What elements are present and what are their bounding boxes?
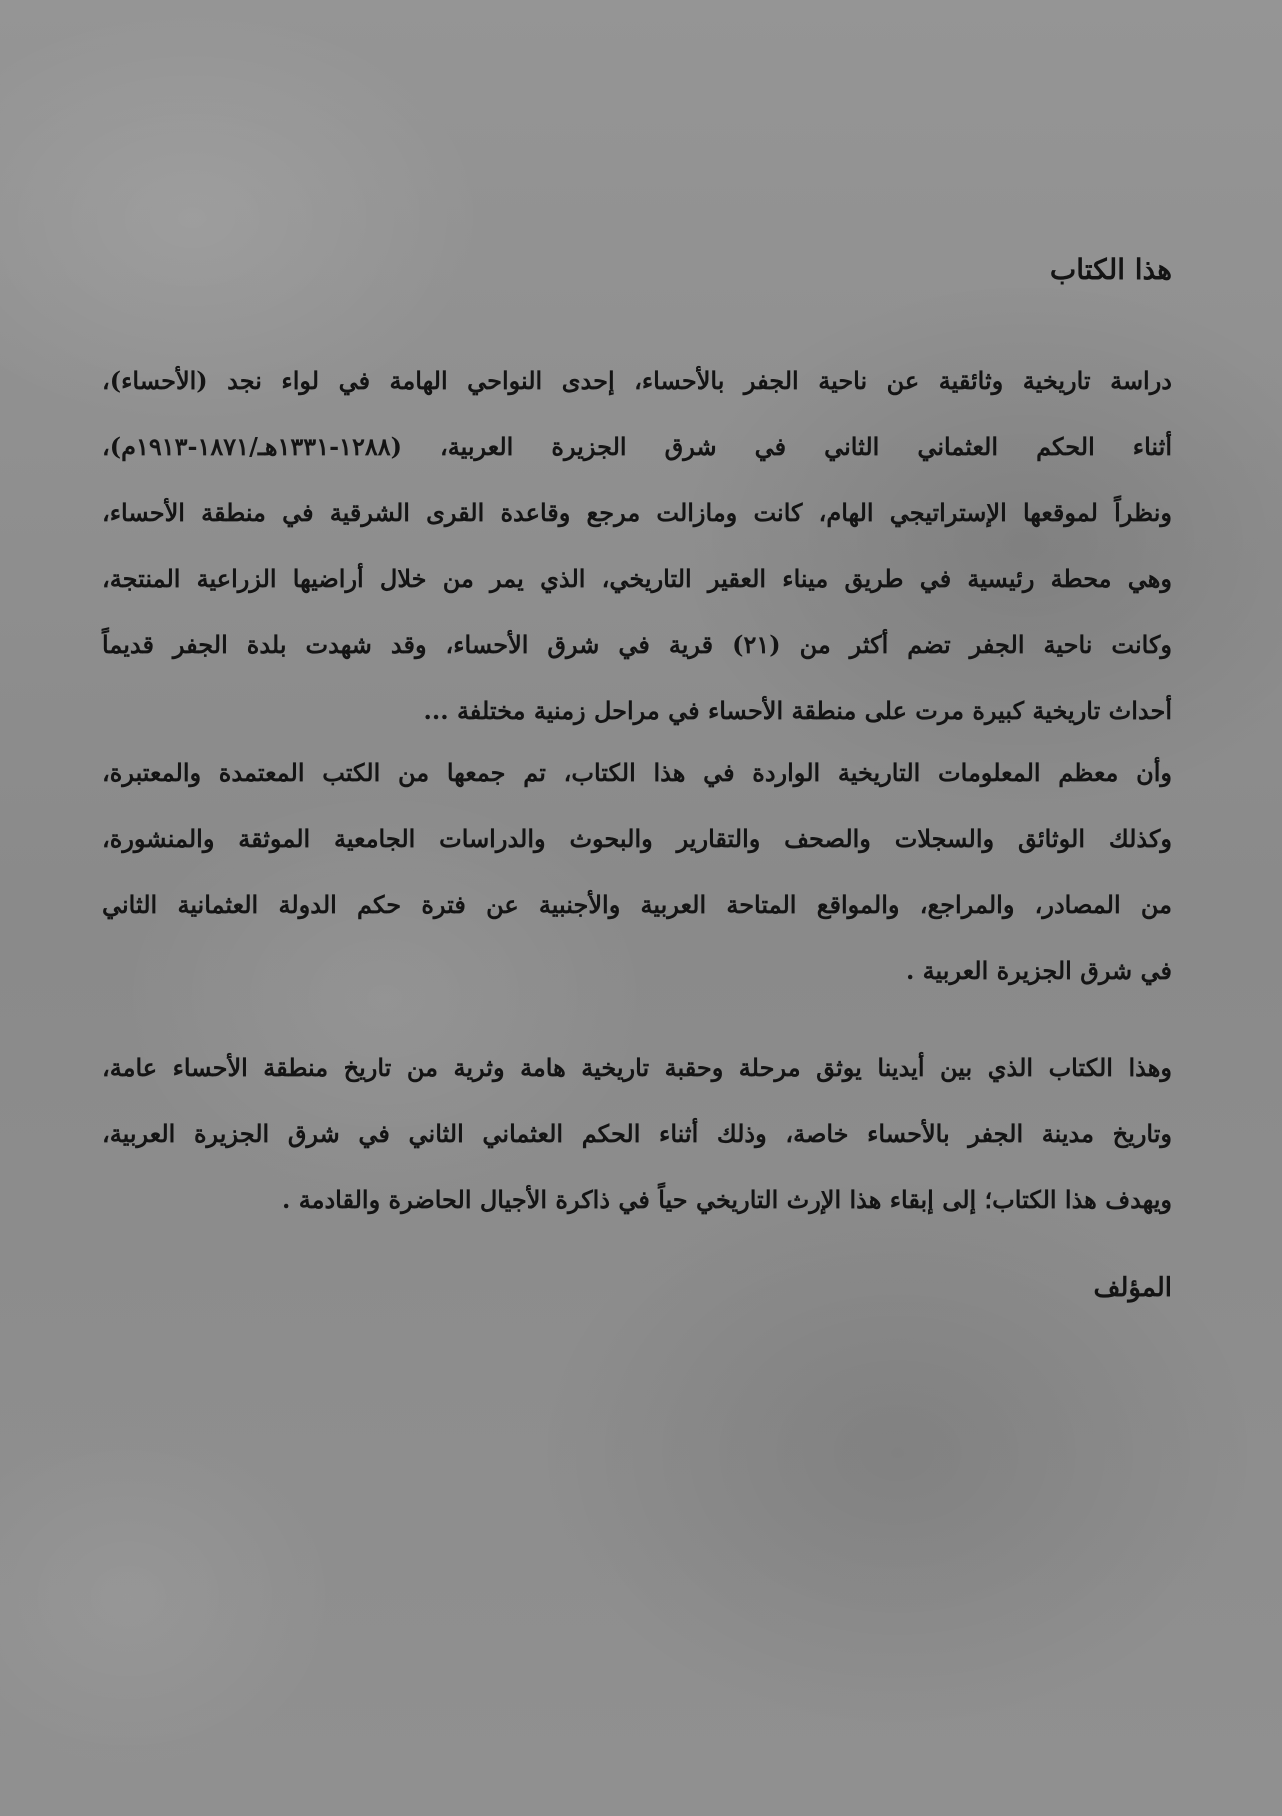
paragraph-line: وأن معظم المعلومات التاريخية الواردة في هذا الكتاب، تم جمعها من الكتب المعتمدة والمعتبرة، bbox=[102, 758, 1172, 787]
paragraph-line: من المصادر، والمراجع، والمواقع المتاحة العربية والأجنبية عن فترة حكم الدولة العثمانية الثاني bbox=[102, 890, 1172, 919]
author-signature: المؤلف bbox=[1093, 1273, 1172, 1303]
paragraph-line: وهذا الكتاب الذي بين أيدينا يوثق مرحلة وحقبة تاريخية هامة وثرية من تاريخ منطقة الأحساء عامة، bbox=[102, 1053, 1172, 1082]
paragraph-3 bbox=[102, 1035, 1172, 1233]
paragraph-line: أحداث تاريخية كبيرة مرت على منطقة الأحساء في مراحل زمنية مختلفة ... bbox=[423, 696, 1172, 725]
paragraph-line: وكانت ناحية الجفر تضم أكثر من (٢١) قرية في شرق الأحساء، وقد شهدت بلدة الجفر قديماً bbox=[102, 630, 1173, 659]
page-heading: هذا الكتاب bbox=[1049, 253, 1172, 286]
paragraph-line: وتاريخ مدينة الجفر بالأحساء خاصة، وذلك أثناء الحكم العثماني الثاني في شرق الجزيرة العربية، bbox=[102, 1119, 1172, 1148]
paragraph-2 bbox=[102, 740, 1172, 1004]
paragraph-line: في شرق الجزيرة العربية . bbox=[905, 956, 1172, 985]
paragraph-line: ونظراً لموقعها الإستراتيجي الهام، كانت ومازالت مرجع وقاعدة القرى الشرقية في منطقة الأحساء، bbox=[102, 498, 1172, 527]
paragraph-1 bbox=[102, 348, 1172, 744]
paragraph-line: أثناء الحكم العثماني الثاني في شرق الجزيرة العربية، (١٢٨٨-١٣٣١هـ/١٨٧١-١٩١٣م)، bbox=[102, 432, 1172, 461]
paragraph-line: دراسة تاريخية وثائقية عن ناحية الجفر بالأحساء، إحدى النواحي الهامة في لواء نجد (الأحساء)، bbox=[102, 366, 1172, 395]
paragraph-line: ويهدف هذا الكتاب؛ إلى إبقاء هذا الإرث التاريخي حياً في ذاكرة الأجيال الحاضرة والقادمة . bbox=[282, 1185, 1172, 1214]
paragraph-line: وكذلك الوثائق والسجلات والصحف والتقارير والبحوث والدراسات الجامعية الموثقة والمنشورة، bbox=[102, 824, 1172, 853]
paragraph-line: وهي محطة رئيسية في طريق ميناء العقير التاريخي، الذي يمر من خلال أراضيها الزراعية المنتجة، bbox=[102, 564, 1172, 593]
